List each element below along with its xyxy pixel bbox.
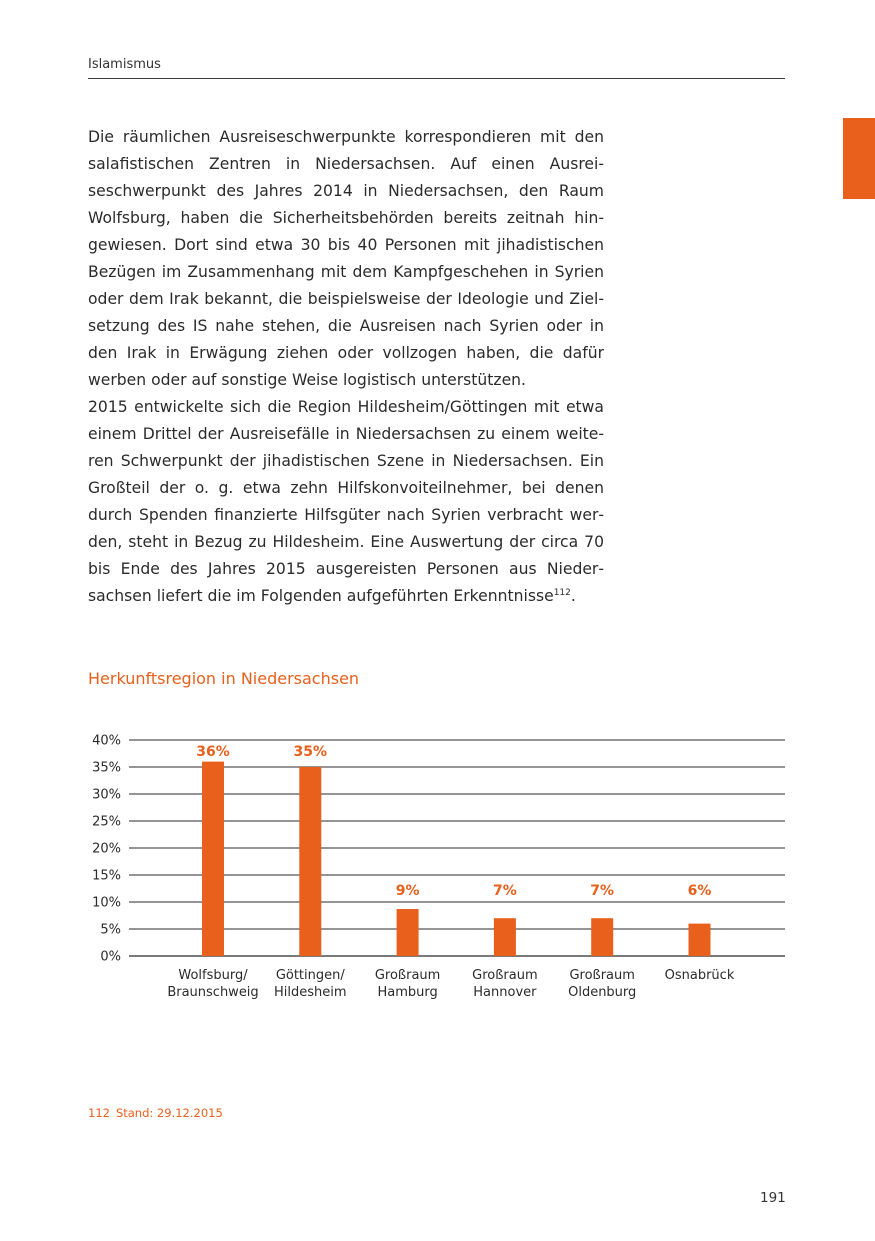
footnote (88, 1106, 223, 1120)
footnote-reference[interactable]: 112 (553, 587, 571, 598)
y-tick-label: 30% (92, 787, 121, 803)
paragraph-2-end: . (570, 587, 576, 605)
chapter-tab-marker (843, 118, 875, 199)
y-tick-label: 35% (92, 760, 121, 776)
bar (591, 918, 613, 956)
bar (689, 924, 711, 956)
category-label: Großraum (569, 968, 635, 983)
category-label: Hannover (473, 985, 537, 1000)
category-label: Großraum (374, 968, 441, 983)
category-label: Hildesheim (274, 985, 347, 1000)
footnote-number: 112 (88, 1106, 110, 1120)
bar-chart (80, 725, 795, 1015)
data-label: 7% (590, 883, 615, 899)
category-label: Oldenburg (568, 985, 637, 1000)
data-label: 7% (493, 883, 517, 899)
data-label: 35% (293, 744, 328, 760)
data-label: 6% (687, 883, 712, 899)
paragraph-2 (88, 394, 604, 610)
footnote-text: Stand: 29.12.2015 (115, 1106, 223, 1120)
y-tick-label: 5% (100, 922, 121, 938)
paragraph-2-text: 2015 entwickelte sich die Region Hildesheim/Göttingen mit etwa einem Drittel der Ausreisefälle in Niedersachsen zu einem weiteren Schwerpunkt der jihadistischen Szene in Niedersachsen. Ein Großteil der o. g. etwa zehn Hilfskonvoiteilnehmer, bei denen durch Spenden finanzierte Hilfsgüter nach Syrien verbracht werden, steht in Bezug zu Hildesheim. Eine Auswertung der circa 70 bis Ende des Jahres 2015 ausgereisten Personen aus Niedersachsen liefert die im Folgenden aufgeführten Erkenntnisse (88, 398, 604, 605)
category-label: Göttingen/ (275, 968, 345, 983)
bar (494, 918, 516, 956)
category-label: Großraum (472, 968, 538, 983)
y-tick-label: 25% (92, 814, 121, 830)
bar (397, 909, 419, 956)
bar (299, 767, 321, 956)
y-tick-label: 0% (100, 949, 121, 965)
category-label: Osnabrück (664, 968, 735, 983)
page-number: 191 (760, 1190, 786, 1206)
paragraph-1: Die räumlichen Ausreiseschwerpunkte korrespondieren mit den salafistischen Zentren in Niedersachsen. Auf einen Ausreiseschwerpunkt des Jahres 2014 in Niedersachsen, den Raum Wolfsburg, haben die Sicherheitsbehörden bereits zeitnah hingewiesen. Dort sind etwa 30 bis 40 Personen mit jihadistischen Bezügen im Zusammenhang mit dem Kampfgeschehen in Syrien oder dem Irak bekannt, die beispielsweise der Ideologie und Zielsetzung des IS nahe stehen, die Ausreisen nach Syrien oder in den Irak in Erwägung ziehen oder vollzogen haben, die dafür werben oder auf sonstige Weise logistisch unterstützen. (88, 128, 604, 389)
category-label: Braunschweig (167, 985, 259, 1000)
y-tick-label: 10% (92, 895, 121, 911)
y-tick-label: 20% (92, 841, 121, 857)
data-label: 9% (395, 883, 420, 899)
running-title: Islamismus (88, 57, 161, 72)
y-tick-label: 40% (92, 733, 121, 749)
header-rule (88, 78, 785, 79)
bar (202, 762, 224, 956)
category-label: Hamburg (377, 985, 438, 1000)
data-label: 36% (196, 744, 230, 760)
category-label: Wolfsburg/ (178, 968, 248, 983)
body-text (88, 124, 604, 610)
y-tick-label: 15% (92, 868, 121, 884)
chart-title: Herkunftsregion in Niedersachsen (88, 669, 360, 688)
